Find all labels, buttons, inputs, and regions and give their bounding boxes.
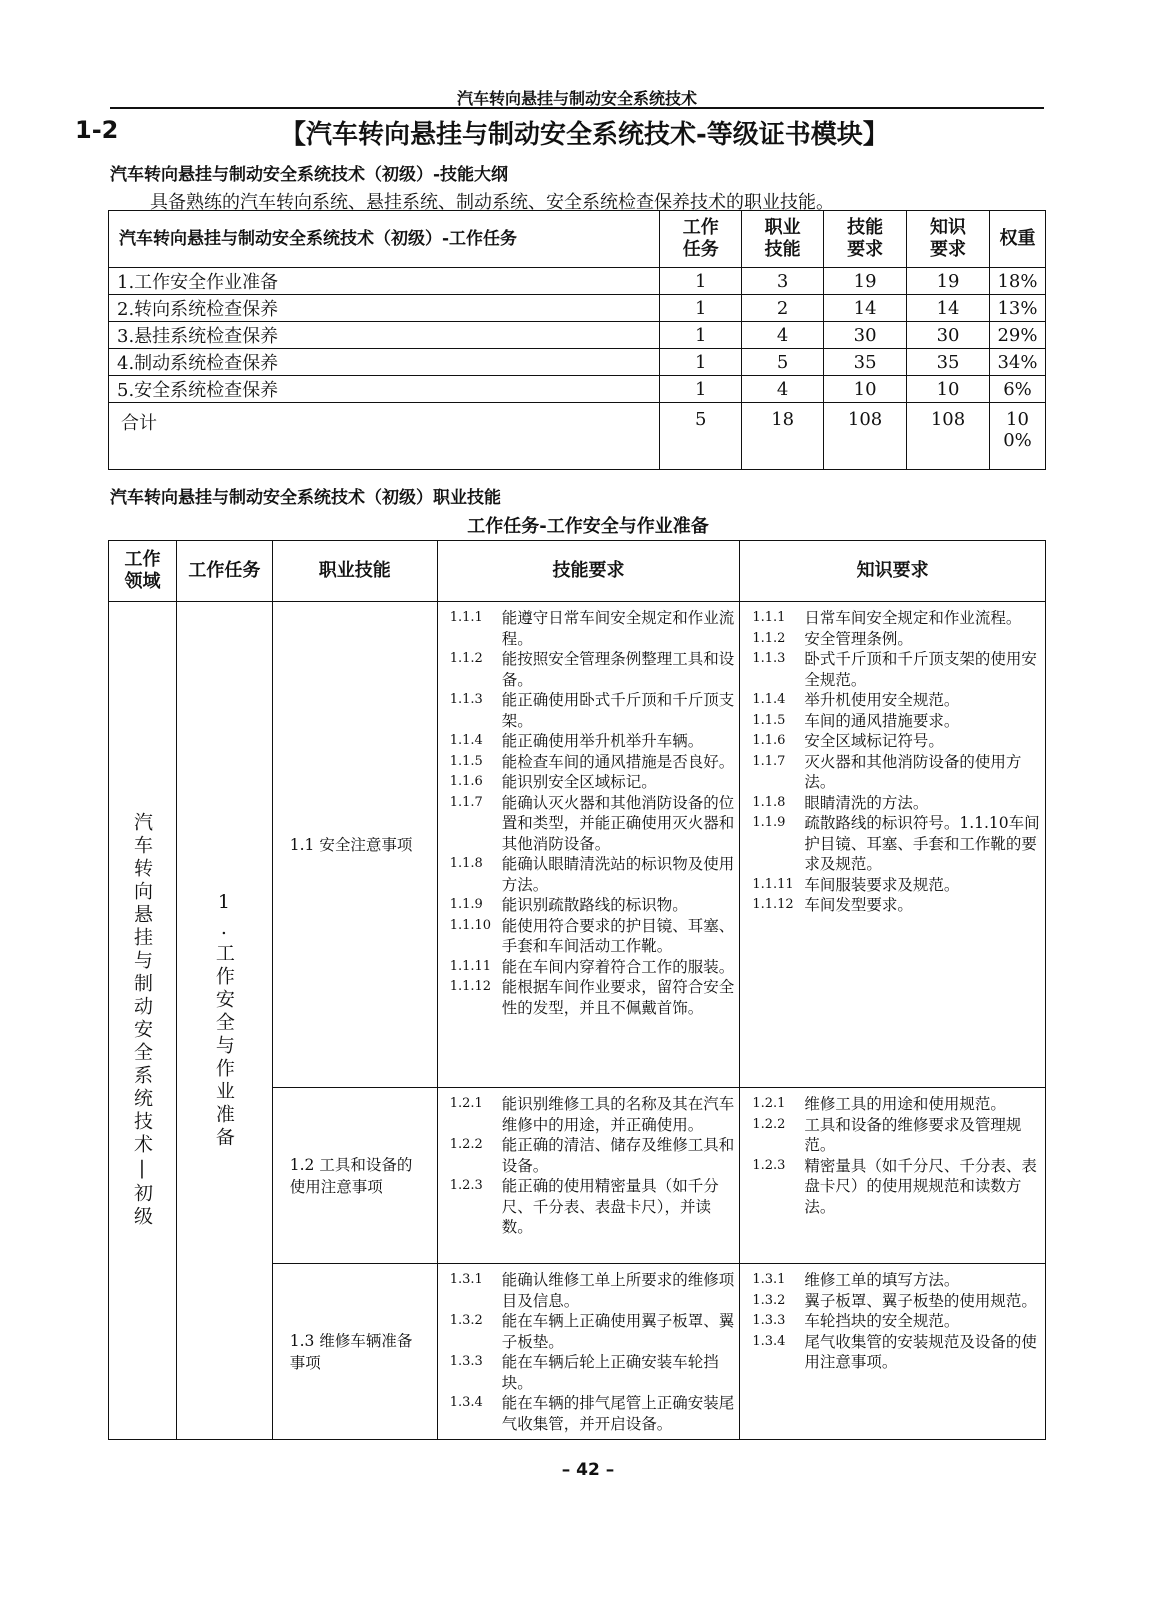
item-text: 安全管理条例。 xyxy=(804,629,913,648)
knowledge-req-item xyxy=(752,1094,1041,1115)
summary-cell: 4 xyxy=(742,322,824,349)
skill-req-item xyxy=(450,608,736,649)
domain-text: 汽车转向悬挂与制动安全系统技术|初级 xyxy=(130,812,153,1229)
item-text: 车轮挡块的安全规范。 xyxy=(804,1312,960,1330)
skill-req-item xyxy=(450,916,736,957)
summary-cell: 30 xyxy=(824,322,907,349)
knowledge-req-item xyxy=(752,752,1041,793)
skill-req-item xyxy=(450,752,736,773)
item-number: 1.3.1 xyxy=(752,1272,786,1287)
item-number: 1.1.11 xyxy=(449,958,492,974)
item-text: 举升机使用安全规范。 xyxy=(804,691,960,709)
item-number: 1.1.7 xyxy=(449,794,483,810)
skill-req-cell xyxy=(437,1264,740,1440)
skill-req-item xyxy=(450,895,736,916)
summary-cell: 2.转向系统检查保养 xyxy=(109,295,660,322)
summary-cell: 3.悬挂系统检查保养 xyxy=(109,322,660,349)
item-number: 1.1.3 xyxy=(449,692,483,707)
section-title: 【汽车转向悬挂与制动安全系统技术-等级证书模块】 xyxy=(280,120,889,150)
summary-cell: 14 xyxy=(824,295,907,322)
summary-table xyxy=(108,210,1046,470)
summary-total-cell xyxy=(742,403,824,470)
summary-cell: 5.安全系统检查保养 xyxy=(109,376,660,403)
summary-total-cell xyxy=(660,403,742,470)
knowledge-req-cell xyxy=(740,1264,1046,1440)
knowledge-req-item xyxy=(752,1156,1041,1218)
knowledge-req-item xyxy=(752,1332,1041,1373)
running-header: 汽车转向悬挂与制动安全系统技术 xyxy=(456,89,697,108)
knowledge-req-item xyxy=(752,608,1041,629)
summary-cell: 14 xyxy=(907,295,990,322)
skill-req-item xyxy=(450,854,736,895)
item-text: 能正确使用卧式千斤顶和千斤顶支架。 xyxy=(501,691,735,730)
item-number: 1.2.2 xyxy=(449,1137,483,1152)
item-text: 能在车辆的排气尾管上正确安装尾气收集管，并开启设备。 xyxy=(501,1394,735,1433)
item-text: 车间发型要求。 xyxy=(804,896,913,914)
skills-header-cell: 知识要求 xyxy=(740,541,1046,602)
skill-req-item xyxy=(450,1135,736,1176)
skills-header-cell: 工作领域 xyxy=(109,541,177,602)
summary-header-cell: 汽车转向悬挂与制动安全系统技术（初级）-工作任务 xyxy=(109,211,660,268)
summary-header-cell: 工作任务 xyxy=(660,211,742,268)
item-text: 能正确的使用精密量具（如千分尺、千分表、表盘卡尺），并读数。 xyxy=(501,1177,719,1236)
skill-cell xyxy=(272,602,437,1088)
section-number: 1-2 xyxy=(75,116,119,144)
item-number: 1.1.7 xyxy=(752,753,786,769)
summary-total-cell xyxy=(824,403,907,470)
summary-cell: 30 xyxy=(907,322,990,349)
skill-req-item xyxy=(450,1094,736,1135)
domain-cell xyxy=(109,602,177,1440)
skills-subheading: 工作任务-工作安全与作业准备 xyxy=(467,516,709,537)
item-text: 能正确使用举升机举升车辆。 xyxy=(501,732,704,750)
page-number: – 42 – xyxy=(561,1460,615,1480)
summary-header-cell: 技能要求 xyxy=(824,211,907,268)
outline-heading: 汽车转向悬挂与制动安全系统技术（初级）-技能大纲 xyxy=(110,165,509,185)
summary-total-value: 合计 xyxy=(121,413,157,434)
summary-total-row xyxy=(109,403,1046,470)
knowledge-req-item xyxy=(752,1115,1041,1156)
summary-cell: 1 xyxy=(660,268,742,295)
item-number: 1.1.12 xyxy=(449,979,492,994)
item-text: 疏散路线的标识符号。1.1.10车间护目镜、耳塞、手套和工作靴的要求及规范。 xyxy=(804,814,1040,873)
item-number: 1.1.1 xyxy=(449,610,483,625)
skill-req-list xyxy=(438,602,740,1022)
item-number: 1.1.9 xyxy=(449,897,483,912)
knowledge-req-list xyxy=(740,602,1045,920)
skills-group-row xyxy=(109,602,1046,1088)
skills-table xyxy=(108,540,1046,1440)
knowledge-req-item xyxy=(752,875,1041,896)
knowledge-req-list xyxy=(740,1088,1045,1221)
skill-req-item xyxy=(450,1393,736,1434)
summary-header-cell: 职业技能 xyxy=(742,211,824,268)
summary-row xyxy=(109,268,1046,295)
summary-cell: 13% xyxy=(989,295,1045,322)
summary-header-cell: 知识要求 xyxy=(907,211,990,268)
item-text: 能遵守日常车间安全规定和作业流程。 xyxy=(501,609,735,648)
item-text: 安全区域标记符号。 xyxy=(804,732,944,750)
item-text: 能识别安全区域标记。 xyxy=(501,773,657,791)
skill-req-item xyxy=(450,1176,736,1238)
summary-total-value: 18 xyxy=(771,409,795,430)
knowledge-req-item xyxy=(752,1270,1041,1291)
summary-total-value: 108 xyxy=(930,409,966,430)
item-number: 1.1.11 xyxy=(752,876,794,892)
item-number: 1.3.4 xyxy=(449,1395,483,1410)
item-number: 1.1.9 xyxy=(752,815,786,830)
item-number: 1.2.3 xyxy=(752,1157,786,1173)
skill-req-item xyxy=(450,649,736,690)
summary-cell: 1.工作安全作业准备 xyxy=(109,268,660,295)
item-text: 能确认灭火器和其他消防设备的位置和类型，并能正确使用灭火器和其他消防设备。 xyxy=(501,793,735,853)
item-text: 能正确的清洁、储存及维修工具和设备。 xyxy=(501,1136,735,1175)
skill-req-list xyxy=(438,1264,740,1438)
item-number: 1.1.5 xyxy=(449,753,483,769)
knowledge-req-cell xyxy=(740,602,1046,1088)
summary-cell: 1 xyxy=(660,322,742,349)
item-text: 能使用符合要求的护目镜、耳塞、手套和车间活动工作靴。 xyxy=(501,916,735,955)
item-text: 能识别维修工具的名称及其在汽车维修中的用途，并正确使用。 xyxy=(501,1095,735,1134)
skill-req-item xyxy=(450,957,736,978)
summary-cell: 10 xyxy=(907,376,990,403)
summary-cell: 1 xyxy=(660,295,742,322)
knowledge-req-item xyxy=(752,813,1041,875)
item-number: 1.3.4 xyxy=(752,1333,786,1349)
summary-cell: 5 xyxy=(742,349,824,376)
summary-total-cell xyxy=(109,403,660,470)
item-number: 1.1.8 xyxy=(449,856,483,871)
skill-cell xyxy=(272,1264,437,1440)
summary-cell: 18% xyxy=(989,268,1045,295)
skills-header-cell: 职业技能 xyxy=(272,541,437,602)
item-text: 能按照安全管理条例整理工具和设备。 xyxy=(501,650,735,689)
item-text: 精密量具（如千分尺、千分表、表盘卡尺）的使用规规范和读数方法。 xyxy=(804,1156,1037,1216)
summary-cell: 2 xyxy=(742,295,824,322)
item-text: 能在车辆上正确使用翼子板罩、翼子板垫。 xyxy=(501,1312,735,1351)
summary-cell: 1 xyxy=(660,349,742,376)
skill-req-list xyxy=(438,1088,740,1242)
summary-cell: 4.制动系统检查保养 xyxy=(109,349,660,376)
item-number: 1.1.1 xyxy=(752,610,786,625)
knowledge-req-item xyxy=(752,649,1041,690)
summary-total-value: 5 xyxy=(694,409,707,430)
item-text: 尾气收集管的安装规范及设备的使用注意事项。 xyxy=(804,1332,1037,1371)
item-text: 车间服装要求及规范。 xyxy=(804,875,960,894)
item-number: 1.1.8 xyxy=(752,794,786,810)
item-text: 能在车间内穿着符合工作的服装。 xyxy=(501,957,735,976)
item-number: 1.1.2 xyxy=(449,651,483,666)
knowledge-req-list xyxy=(740,1264,1045,1377)
item-text: 日常车间安全规定和作业流程。 xyxy=(804,609,1022,627)
skill-req-cell xyxy=(437,602,740,1088)
item-text: 维修工单的填写方法。 xyxy=(804,1271,960,1289)
summary-row xyxy=(109,349,1046,376)
knowledge-req-item xyxy=(752,1311,1041,1332)
summary-cell: 6% xyxy=(989,376,1045,403)
item-text: 维修工具的用途和使用规范。 xyxy=(804,1095,1006,1113)
item-number: 1.1.6 xyxy=(449,774,483,789)
item-text: 能确认维修工单上所要求的维修项目及信息。 xyxy=(501,1271,735,1310)
knowledge-req-item xyxy=(752,629,1041,650)
knowledge-req-item xyxy=(752,690,1041,711)
knowledge-req-item xyxy=(752,731,1041,752)
knowledge-req-item xyxy=(752,895,1041,916)
skill-req-item xyxy=(450,731,736,752)
item-text: 能确认眼睛清洗站的标识物及使用方法。 xyxy=(501,855,735,894)
item-number: 1.3.3 xyxy=(752,1313,786,1328)
item-number: 1.2.1 xyxy=(752,1096,786,1111)
summary-cell: 19 xyxy=(907,268,990,295)
item-number: 1.3.2 xyxy=(752,1292,786,1308)
item-text: 卧式千斤顶和千斤顶支架的使用安全规范。 xyxy=(804,650,1037,689)
item-number: 1.2.3 xyxy=(449,1178,483,1193)
summary-cell: 35 xyxy=(907,349,990,376)
item-number: 1.2.1 xyxy=(449,1096,483,1111)
skill-name: 1.1 安全注意事项 xyxy=(289,835,413,854)
skills-header-cell: 工作任务 xyxy=(176,541,272,602)
item-number: 1.1.12 xyxy=(752,897,794,912)
knowledge-req-item xyxy=(752,1291,1041,1312)
header-rule xyxy=(110,107,1044,109)
summary-cell: 10 xyxy=(824,376,907,403)
item-text: 工具和设备的维修要求及管理规范。 xyxy=(804,1115,1022,1154)
skill-req-item xyxy=(450,1270,736,1311)
summary-cell: 4 xyxy=(742,376,824,403)
knowledge-req-item xyxy=(752,793,1041,814)
item-number: 1.1.10 xyxy=(449,917,492,933)
item-number: 1.1.4 xyxy=(449,733,483,748)
skill-req-item xyxy=(450,1311,736,1352)
skill-req-item xyxy=(450,793,736,855)
summary-row xyxy=(109,322,1046,349)
summary-total-cell xyxy=(989,403,1045,470)
item-number: 1.2.2 xyxy=(752,1116,786,1132)
task-cell xyxy=(176,602,272,1440)
skill-req-item xyxy=(450,772,736,793)
skill-name: 1.2 工具和设备的使用注意事项 xyxy=(289,1155,413,1196)
summary-total-value: 108 xyxy=(847,409,883,430)
knowledge-req-item xyxy=(752,711,1041,732)
skill-req-item xyxy=(450,1352,736,1393)
skill-req-item xyxy=(450,977,736,1018)
skill-name: 1.3 维修车辆准备事项 xyxy=(289,1331,413,1372)
item-text: 眼睛清洗的方法。 xyxy=(804,793,929,812)
summary-cell: 35 xyxy=(824,349,907,376)
skills-heading: 汽车转向悬挂与制动安全系统技术（初级）职业技能 xyxy=(110,488,501,508)
item-number: 1.1.2 xyxy=(752,630,786,646)
summary-header-row xyxy=(109,211,1046,268)
skill-req-item xyxy=(450,690,736,731)
item-number: 1.1.6 xyxy=(752,733,786,748)
item-number: 1.3.2 xyxy=(449,1313,483,1328)
item-text: 翼子板罩、翼子板垫的使用规范。 xyxy=(804,1291,1037,1310)
skill-cell xyxy=(272,1088,437,1264)
item-number: 1.1.5 xyxy=(752,712,786,728)
item-number: 1.3.3 xyxy=(449,1354,483,1369)
summary-cell: 34% xyxy=(989,349,1045,376)
item-text: 能识别疏散路线的标识物。 xyxy=(501,896,688,914)
summary-total-cell xyxy=(907,403,990,470)
item-text: 能根据车间作业要求，留符合安全性的发型，并且不佩戴首饰。 xyxy=(501,978,735,1017)
summary-total-value: 100% xyxy=(1003,409,1032,451)
summary-row xyxy=(109,376,1046,403)
summary-cell: 1 xyxy=(660,376,742,403)
item-number: 1.1.4 xyxy=(752,692,786,707)
summary-row xyxy=(109,295,1046,322)
task-text: 1.工作安全与作业准备 xyxy=(212,891,235,1150)
item-text: 车间的通风措施要求。 xyxy=(804,711,960,730)
item-number: 1.3.1 xyxy=(449,1272,483,1287)
skills-header-row xyxy=(109,541,1046,602)
item-text: 灭火器和其他消防设备的使用方法。 xyxy=(804,752,1022,791)
knowledge-req-cell xyxy=(740,1088,1046,1264)
skills-header-cell: 技能要求 xyxy=(437,541,740,602)
summary-cell: 19 xyxy=(824,268,907,295)
item-text: 能在车辆后轮上正确安装车轮挡块。 xyxy=(501,1353,719,1392)
summary-cell: 29% xyxy=(989,322,1045,349)
summary-cell: 3 xyxy=(742,268,824,295)
summary-header-cell: 权重 xyxy=(989,211,1045,268)
item-text: 能检查车间的通风措施是否良好。 xyxy=(501,752,735,771)
item-number: 1.1.3 xyxy=(752,651,786,666)
outline-intro: 具备熟练的汽车转向系统、悬挂系统、制动系统、安全系统检查保养技术的职业技能。 xyxy=(150,192,834,213)
skill-req-cell xyxy=(437,1088,740,1264)
